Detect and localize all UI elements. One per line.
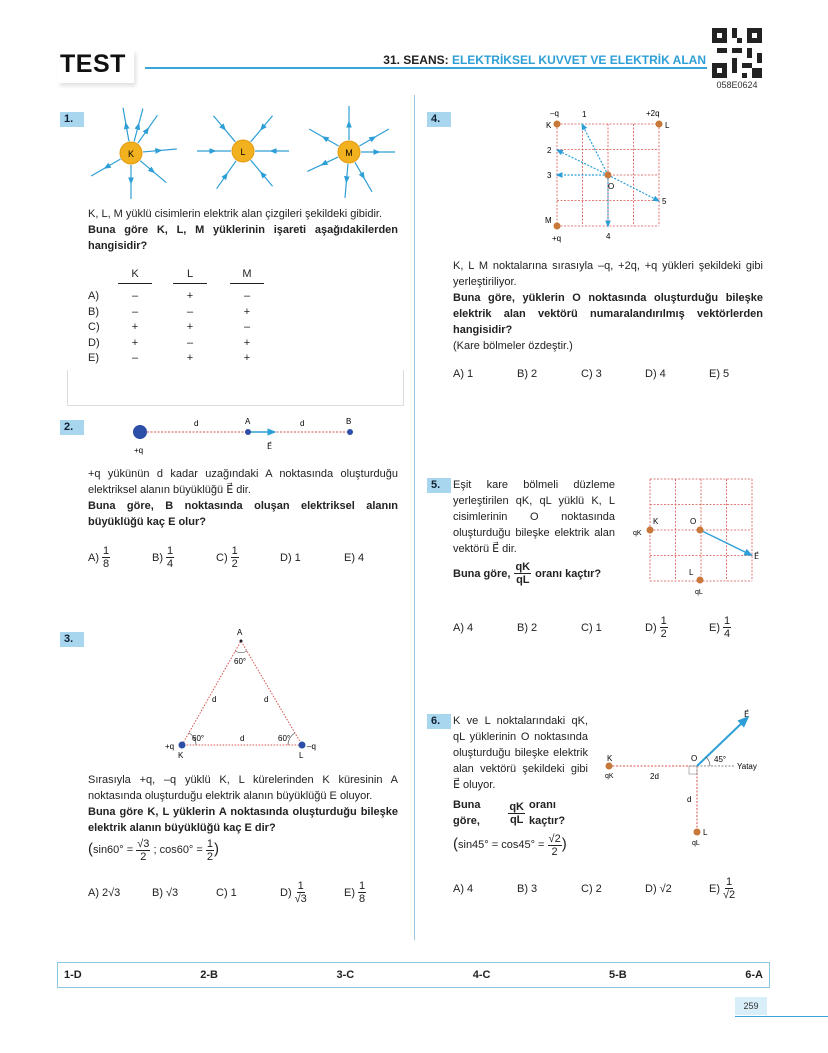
- hint-num: 1: [206, 838, 214, 850]
- field-line: [251, 160, 273, 186]
- option-label: A): [88, 551, 99, 564]
- hint-text: sin60° =: [93, 844, 134, 857]
- option-d[interactable]: [280, 552, 344, 564]
- option-fraction: [723, 615, 731, 640]
- option-label: B): [517, 882, 528, 895]
- option-fraction: [295, 880, 307, 905]
- option-e[interactable]: [709, 615, 773, 640]
- answer-key-item: 5-B: [609, 969, 627, 981]
- option-label: C): [581, 621, 593, 634]
- charge-m-label: M: [345, 148, 353, 158]
- option-value: 1: [467, 368, 474, 380]
- option-a[interactable]: [453, 622, 517, 634]
- option-value: √2: [659, 882, 672, 895]
- question-number-5: 5.: [427, 478, 451, 493]
- fraction-numerator: 1: [726, 876, 733, 888]
- answer-key-item: 3-C: [336, 969, 355, 981]
- option-d[interactable]: [280, 880, 344, 905]
- answer-key-item: 1-D: [64, 969, 82, 981]
- distance-label: d: [194, 419, 199, 428]
- option-value: 2: [531, 621, 538, 634]
- question-number-2: 2.: [60, 420, 84, 435]
- field-line: [355, 162, 372, 191]
- question-3-prompt: Buna göre K, L yüklerin A noktasında oluşturduğu bileşke elektrik alanın büyüklüğü kaç E dir?: [88, 806, 398, 834]
- question-5-options: [453, 615, 773, 640]
- charge-k-label: +q: [165, 742, 175, 751]
- option-label: C): [88, 321, 100, 333]
- point-a-label: A: [237, 628, 243, 637]
- option-a[interactable]: [453, 368, 517, 380]
- field-arrow-icon: [221, 125, 224, 128]
- field-arrow-icon: [126, 125, 127, 129]
- hint-num: √3: [137, 838, 150, 850]
- point-b-label: B: [346, 417, 352, 426]
- option-label: C): [581, 882, 593, 895]
- point-charge-diagram: [120, 412, 370, 457]
- field-line: [123, 108, 129, 141]
- option-value: 4: [467, 882, 474, 895]
- option-label: B): [152, 551, 163, 564]
- question-6-options: [453, 876, 773, 901]
- option-label: D): [645, 621, 657, 634]
- option-label: C): [216, 551, 228, 564]
- vector-1-label: 1: [582, 110, 587, 119]
- table-row[interactable]: [88, 337, 288, 353]
- ratio-den: qL: [509, 813, 524, 826]
- fraction-numerator: 1: [167, 545, 174, 557]
- field-line: [134, 109, 143, 142]
- option-label: E): [88, 352, 99, 364]
- field-line: [345, 164, 348, 198]
- hint-den: 2: [551, 846, 558, 858]
- question-number-3: 3.: [60, 632, 84, 647]
- hint-den: 2: [206, 851, 214, 863]
- field-line: [138, 115, 158, 143]
- point-l-label: L: [703, 828, 708, 837]
- field-line: [143, 149, 177, 152]
- ratio-num: qK: [509, 800, 524, 813]
- sign-cell: +: [243, 336, 251, 349]
- question-1-frame: [67, 370, 404, 406]
- fraction-numerator: 1: [359, 880, 366, 892]
- sign-cell: –: [131, 352, 139, 364]
- page-number: 259: [735, 997, 767, 1015]
- angle-k-label: 60°: [192, 734, 205, 743]
- option-value: 2: [531, 368, 538, 380]
- trig-hint: (sin45° = cos45° = $\frac{√2}{2}$ ): [453, 833, 567, 858]
- question-4-options: [453, 368, 773, 380]
- side-label: d: [264, 695, 269, 704]
- qr-code-id: 058E0624: [716, 80, 758, 90]
- option-fraction: [231, 545, 239, 570]
- option-fraction: [723, 876, 735, 901]
- point-l-label: L: [299, 751, 304, 760]
- table-row[interactable]: [88, 290, 288, 306]
- question-3-text: [88, 772, 398, 863]
- answer-sign-table: [88, 268, 288, 368]
- question-5-stem: Eşit kare bölmeli düzleme yerleştirilen qK, qL yüklü K, L cisimlerinin O noktasında oluşturduğu bileşke elektrik alan vektörü E⃗ dir.: [453, 479, 615, 555]
- column-divider: [414, 95, 415, 940]
- page-rule: [735, 1016, 828, 1017]
- sign-cell: +: [243, 305, 251, 318]
- test-label: TEST: [58, 50, 134, 83]
- sign-cell: –: [186, 305, 194, 318]
- prompt-text: Buna göre,: [453, 567, 511, 580]
- question-6-text: [453, 713, 588, 858]
- point-k-label: K: [607, 754, 613, 763]
- question-1-stem: K, L, M yüklü cisimlerin elektrik alan çizgileri şekildeki gibidir.: [88, 208, 383, 220]
- question-1-text: [88, 206, 398, 254]
- field-line: [309, 129, 338, 146]
- fraction-denominator: 4: [167, 558, 174, 570]
- question-6-stem: K ve L noktalarındaki qK, qL yüklerinin O noktasında oluşturduğu bileşke elektrik alan vektörü şekildeki gibi E⃗ oluyor.: [453, 715, 588, 791]
- point-o-label: O: [691, 754, 698, 763]
- question-2-text: [88, 466, 398, 530]
- field-line: [213, 116, 235, 142]
- charge-l-label: qL: [692, 840, 700, 847]
- option-b[interactable]: [517, 622, 581, 634]
- option-label: B): [152, 886, 163, 899]
- question-number-4: 4.: [427, 112, 451, 127]
- option-b[interactable]: [517, 368, 581, 380]
- question-number-1: 1.: [60, 112, 84, 127]
- field-line: [359, 129, 388, 146]
- question-3-options: [88, 880, 408, 905]
- question-6-prompt: [453, 797, 588, 829]
- session-title: [383, 53, 706, 67]
- field-arrow-icon: [325, 138, 328, 140]
- option-value: √3: [166, 886, 179, 899]
- ratio-num: qK: [515, 561, 531, 573]
- grid-field-diagram: [625, 470, 775, 605]
- field-arrow-icon: [223, 176, 225, 179]
- question-5-prompt: [453, 561, 615, 586]
- option-label: D): [280, 551, 292, 564]
- prompt-text: Buna göre,: [453, 799, 481, 827]
- fraction-numerator: 1: [297, 880, 304, 892]
- option-label: D): [88, 336, 100, 349]
- charge-m-label: +q: [552, 234, 562, 243]
- option-label: E): [344, 551, 355, 564]
- horizontal-label: Yatay: [737, 762, 757, 771]
- fraction-denominator: 2: [231, 558, 238, 570]
- field-line: [251, 116, 273, 142]
- distance-label: 2d: [650, 772, 659, 781]
- field-line: [217, 161, 237, 189]
- answer-key-item: 6-A: [745, 969, 763, 981]
- option-b[interactable]: [152, 545, 216, 570]
- point-o-label: O: [690, 517, 697, 526]
- sign-cell: –: [243, 290, 251, 302]
- option-fraction: [166, 545, 174, 570]
- prompt-text: oranı kaçtır?: [535, 567, 602, 580]
- option-value: 3: [531, 882, 538, 895]
- sign-cell: +: [186, 321, 194, 333]
- charge-l-label: L: [240, 147, 246, 157]
- table-header: K: [118, 268, 152, 284]
- point-l-label: L: [665, 121, 670, 130]
- option-value: 4: [659, 368, 666, 380]
- question-1-prompt: Buna göre K, L, M yüklerinin işareti aşağıdakilerden hangisidir?: [88, 224, 398, 252]
- fraction-numerator: 1: [660, 615, 667, 627]
- field-line: [140, 161, 166, 183]
- angle-a-label: 60°: [234, 657, 247, 666]
- option-b[interactable]: [517, 883, 581, 895]
- option-label: C): [581, 368, 593, 380]
- field-arrow-icon: [361, 173, 363, 176]
- fraction-numerator: 1: [231, 545, 238, 557]
- vector-5-label: 5: [662, 197, 667, 206]
- sign-cell: +: [186, 290, 194, 302]
- option-label: E): [709, 882, 720, 895]
- option-c[interactable]: [581, 622, 645, 634]
- hint-den: 2: [140, 851, 147, 863]
- hint-num: √2: [548, 833, 561, 845]
- question-4-prompt: Buna göre, yüklerin O noktasında oluşturduğu bileşke elektrik alan vektörü numaralandırılmış vektörlerden hangisidir?: [453, 292, 763, 336]
- option-label: C): [216, 886, 228, 899]
- field-vector-label: E⃗: [744, 710, 750, 719]
- charge-k-label: qK: [605, 773, 614, 780]
- header-rule: [145, 67, 707, 69]
- option-value: 5: [723, 368, 730, 380]
- ratio-den: qL: [516, 574, 530, 586]
- grid-vectors-diagram: [530, 105, 690, 245]
- charge-l-label: –q: [307, 742, 316, 751]
- question-5-text: [453, 477, 615, 586]
- table-row[interactable]: [88, 321, 288, 337]
- charge-label: +q: [134, 446, 144, 455]
- option-a[interactable]: [88, 887, 152, 899]
- trig-hint: (sin60° = $\frac{√3}{2}$ ; cos60° = $\frac{1}{2}$ ): [88, 838, 220, 863]
- point-o-label: O: [608, 182, 615, 191]
- topic-title: ELEKTRİKSEL KUVVET VE ELEKTRİK ALAN: [451, 53, 706, 67]
- option-label: B): [517, 621, 528, 634]
- option-label: D): [645, 882, 657, 895]
- question-4-text: [453, 258, 763, 354]
- triangle-diagram: [160, 620, 330, 762]
- answer-key-item: 4-C: [472, 969, 491, 981]
- sign-cell: +: [186, 352, 194, 364]
- option-label: A): [453, 621, 464, 634]
- option-e[interactable]: [709, 876, 773, 901]
- option-value: 4: [467, 621, 474, 634]
- field-arrow-icon: [107, 165, 110, 167]
- sign-cell: +: [131, 336, 139, 349]
- charge-k-label: qK: [633, 530, 642, 537]
- hint-text: sin45° = cos45° =: [458, 839, 545, 852]
- fraction-denominator: 8: [359, 893, 366, 905]
- fraction-denominator: 2: [660, 628, 667, 640]
- charge-l-label: +2q: [646, 109, 660, 118]
- option-value: 4: [358, 551, 365, 564]
- vector-3-label: 3: [547, 171, 552, 180]
- option-c[interactable]: [581, 883, 645, 895]
- option-value: 1: [595, 621, 602, 634]
- point-l-label: L: [689, 568, 694, 577]
- option-d[interactable]: [645, 368, 709, 380]
- angle-l-label: 60°: [278, 734, 291, 743]
- field-arrow-icon: [262, 125, 265, 128]
- option-d[interactable]: [645, 883, 709, 895]
- option-label: A): [453, 882, 464, 895]
- question-2-stem: +q yükünün d kadar uzağındaki A noktasında oluşturduğu elektriksel alanın büyüklüğü E⃗ dir.: [88, 468, 398, 496]
- point-a-label: A: [245, 417, 251, 426]
- option-e[interactable]: [709, 368, 773, 380]
- vector-angle-diagram: [595, 705, 775, 850]
- field-arrow-icon: [145, 130, 147, 133]
- vector-4-label: 4: [606, 232, 611, 241]
- field-line: [91, 159, 120, 176]
- option-label: B): [88, 305, 99, 318]
- sign-cell: –: [243, 321, 251, 333]
- question-2-prompt: Buna göre, B noktasında oluşan elektriksel alanın büyüklüğü kaç E olur?: [88, 500, 398, 528]
- question-4-note: (Kare bölmeler özdeştir.): [453, 340, 573, 352]
- base-label: d: [240, 734, 245, 743]
- question-3-stem: Sırasıyla +q, –q yüklü K, L kürelerinden K küresinin A noktasında oluşturduğu elektrik alanın büyüklüğü E oluyor.: [88, 774, 398, 802]
- option-b[interactable]: [152, 887, 216, 899]
- option-label: D): [280, 886, 292, 899]
- field-arrow-icon: [370, 138, 373, 140]
- answer-key-item: 2-B: [200, 969, 218, 981]
- field-arrow-icon: [262, 174, 265, 177]
- option-e[interactable]: [344, 880, 408, 905]
- fraction-numerator: 1: [724, 615, 731, 627]
- question-2-options: [88, 545, 408, 570]
- option-e[interactable]: [344, 552, 408, 564]
- prompt-text: oranı kaçtır?: [529, 799, 566, 827]
- hint-text: ; cos60° =: [153, 844, 203, 857]
- fraction-denominator: 4: [724, 628, 731, 640]
- option-label: A): [88, 290, 99, 302]
- angle-label: 45°: [714, 755, 727, 764]
- fraction-denominator: 8: [103, 558, 110, 570]
- charge-k-label: K: [127, 149, 135, 159]
- option-d[interactable]: [645, 615, 709, 640]
- option-c[interactable]: [216, 887, 280, 899]
- fraction-denominator: √2: [723, 889, 736, 901]
- question-4-stem: K, L M noktalarına sırasıyla –q, +2q, +q yükleri şekildeki gibi yerleştiriliyor.: [453, 260, 763, 288]
- option-fraction: [660, 615, 668, 640]
- option-label: A): [88, 886, 99, 899]
- question-number-6: 6.: [427, 714, 451, 729]
- option-label: E): [709, 621, 720, 634]
- option-value: 1: [294, 551, 301, 564]
- option-c[interactable]: [581, 368, 645, 380]
- option-value: 3: [595, 368, 602, 380]
- option-label: E): [344, 886, 355, 899]
- field-arrow-icon: [149, 168, 152, 171]
- fraction-denominator: √3: [294, 893, 307, 905]
- option-value: 2: [595, 882, 602, 895]
- point-k-label: K: [178, 751, 184, 760]
- distance-label: d: [687, 795, 692, 804]
- option-label: A): [453, 368, 464, 380]
- option-value: 2√3: [102, 886, 121, 899]
- field-vector-label: E⃗: [754, 552, 760, 561]
- option-label: E): [709, 368, 720, 380]
- table-header: M: [230, 268, 264, 284]
- option-value: 1: [230, 886, 237, 899]
- table-row[interactable]: [88, 352, 288, 368]
- option-label: D): [645, 368, 657, 380]
- field-arrow-icon: [137, 126, 138, 130]
- field-lines-diagram: [80, 100, 400, 200]
- option-c[interactable]: [216, 545, 280, 570]
- option-a[interactable]: [88, 545, 152, 570]
- option-a[interactable]: [453, 883, 517, 895]
- point-k-label: K: [653, 517, 659, 526]
- side-label: d: [212, 695, 217, 704]
- option-label: B): [517, 368, 528, 380]
- field-vector-label: E⃗: [267, 442, 273, 451]
- qr-code-icon[interactable]: [712, 28, 762, 78]
- vector-2-label: 2: [547, 146, 552, 155]
- field-arrow-icon: [324, 162, 328, 164]
- field-line: [307, 157, 338, 171]
- sign-cell: –: [186, 336, 194, 349]
- point-k-label: K: [546, 121, 552, 130]
- sign-cell: –: [131, 290, 139, 302]
- answer-key: [57, 962, 770, 988]
- sign-cell: +: [131, 321, 139, 333]
- table-header: L: [173, 268, 207, 284]
- session-number: 31. SEANS:: [383, 53, 452, 67]
- sign-cell: –: [131, 305, 139, 318]
- charge-k-label: –q: [550, 109, 559, 118]
- option-fraction: [358, 880, 366, 905]
- table-row[interactable]: [88, 306, 288, 322]
- charge-l-label: qL: [695, 589, 703, 596]
- fraction-numerator: 1: [103, 545, 110, 557]
- option-fraction: [102, 545, 110, 570]
- distance-label: d: [300, 419, 305, 428]
- sign-cell: +: [243, 352, 251, 364]
- point-m-label: M: [545, 216, 552, 225]
